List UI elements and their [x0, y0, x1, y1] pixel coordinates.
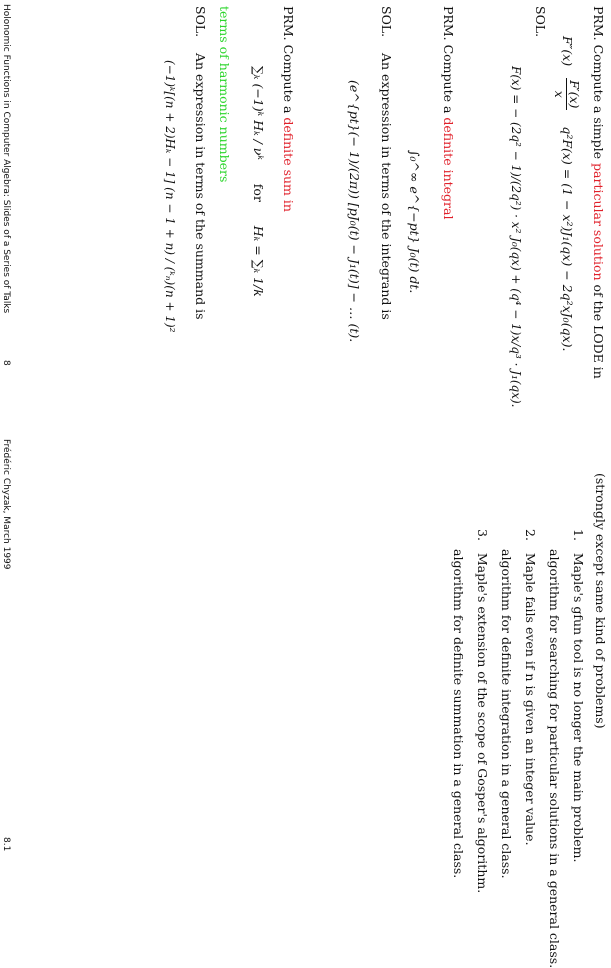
footer-author: Frédéric Chyzak, March 1999 — [1, 439, 11, 570]
problem-2-solution: SOL. An expression in terms of the integrand is — [379, 6, 394, 320]
highlight-particular-solution: particular solution — [591, 163, 606, 281]
page-number-8-1: 8.1 — [1, 837, 11, 852]
highlight-harmonic-numbers: terms of harmonic numbers — [217, 6, 232, 183]
slide-8 — [0, 0, 611, 438]
list-item-detail: algorithm for searching for particular solutions in a general class. — [547, 549, 562, 968]
highlight-definite-integral: definite integral — [441, 117, 456, 220]
problem-1-statement: PRM. Compute a simple particular solution of the LODE in — [591, 6, 606, 379]
problem-1-equation: F″(x) F′(x) x q²F(x) = (1 − x²)J₁(qx) − 2q²xJ₀(qx). — [552, 36, 582, 352]
problem-2-solution-expression: (e^{pt}(− 1)/(2π)) [pJ₀(t) − J₁(t)] − … (t). — [347, 80, 362, 343]
fraction: F′(x) x — [552, 80, 582, 109]
problem-3-solution-expression: (−1)ᵏ[(n + 2)Hₖ − 1] (n − 1 + n) / (ᵏₙ)(n + 1)² — [163, 60, 177, 333]
slide-8-1 — [0, 439, 611, 968]
highlight-definite-sum: definite sum in — [281, 117, 296, 212]
problem-1-solution: F(x) = − (2q² − 1)/(2q²) · x² J₀(qx) + (q⁴ − 1)x/q³ · J₁(qx). — [509, 66, 523, 408]
slide-8-1-intro: (strongly except same kind of problems) — [593, 473, 608, 729]
list-item-detail: algorithm for definite integration in a general class. — [499, 549, 514, 879]
footer-title: Holonomic Functions in Computer Algebra: Slides of a Series of Talks — [1, 4, 11, 314]
problem-1-solution-label: SOL. — [533, 6, 548, 38]
problem-3-solution: SOL. An expression in terms of the summand is — [193, 6, 208, 320]
page-number-8: 8 — [1, 360, 11, 366]
list-item: 1. Maple's gfun tool is no longer the main problem. — [571, 529, 586, 863]
list-item: 2. Maple fails even if n is given an integer value. — [523, 529, 538, 846]
problem-3-sum: ∑ₖ (−1)ᵏ Hₖ / νᵏ for Hₖ = ∑ₖ 1/k — [251, 66, 266, 297]
problem-2-integral: ∫₀^∞ e^{−pt} J₀(t) dt. — [407, 150, 422, 294]
problem-3-statement: PRM. Compute a definite sum in — [281, 6, 296, 212]
list-item: 3. Maple's extension of the scope of Gosper's algorithm. — [475, 529, 490, 894]
problem-2-statement: PRM. Compute a definite integral — [441, 6, 456, 220]
list-item-detail: algorithm for definite summation in a general class. — [451, 549, 466, 879]
